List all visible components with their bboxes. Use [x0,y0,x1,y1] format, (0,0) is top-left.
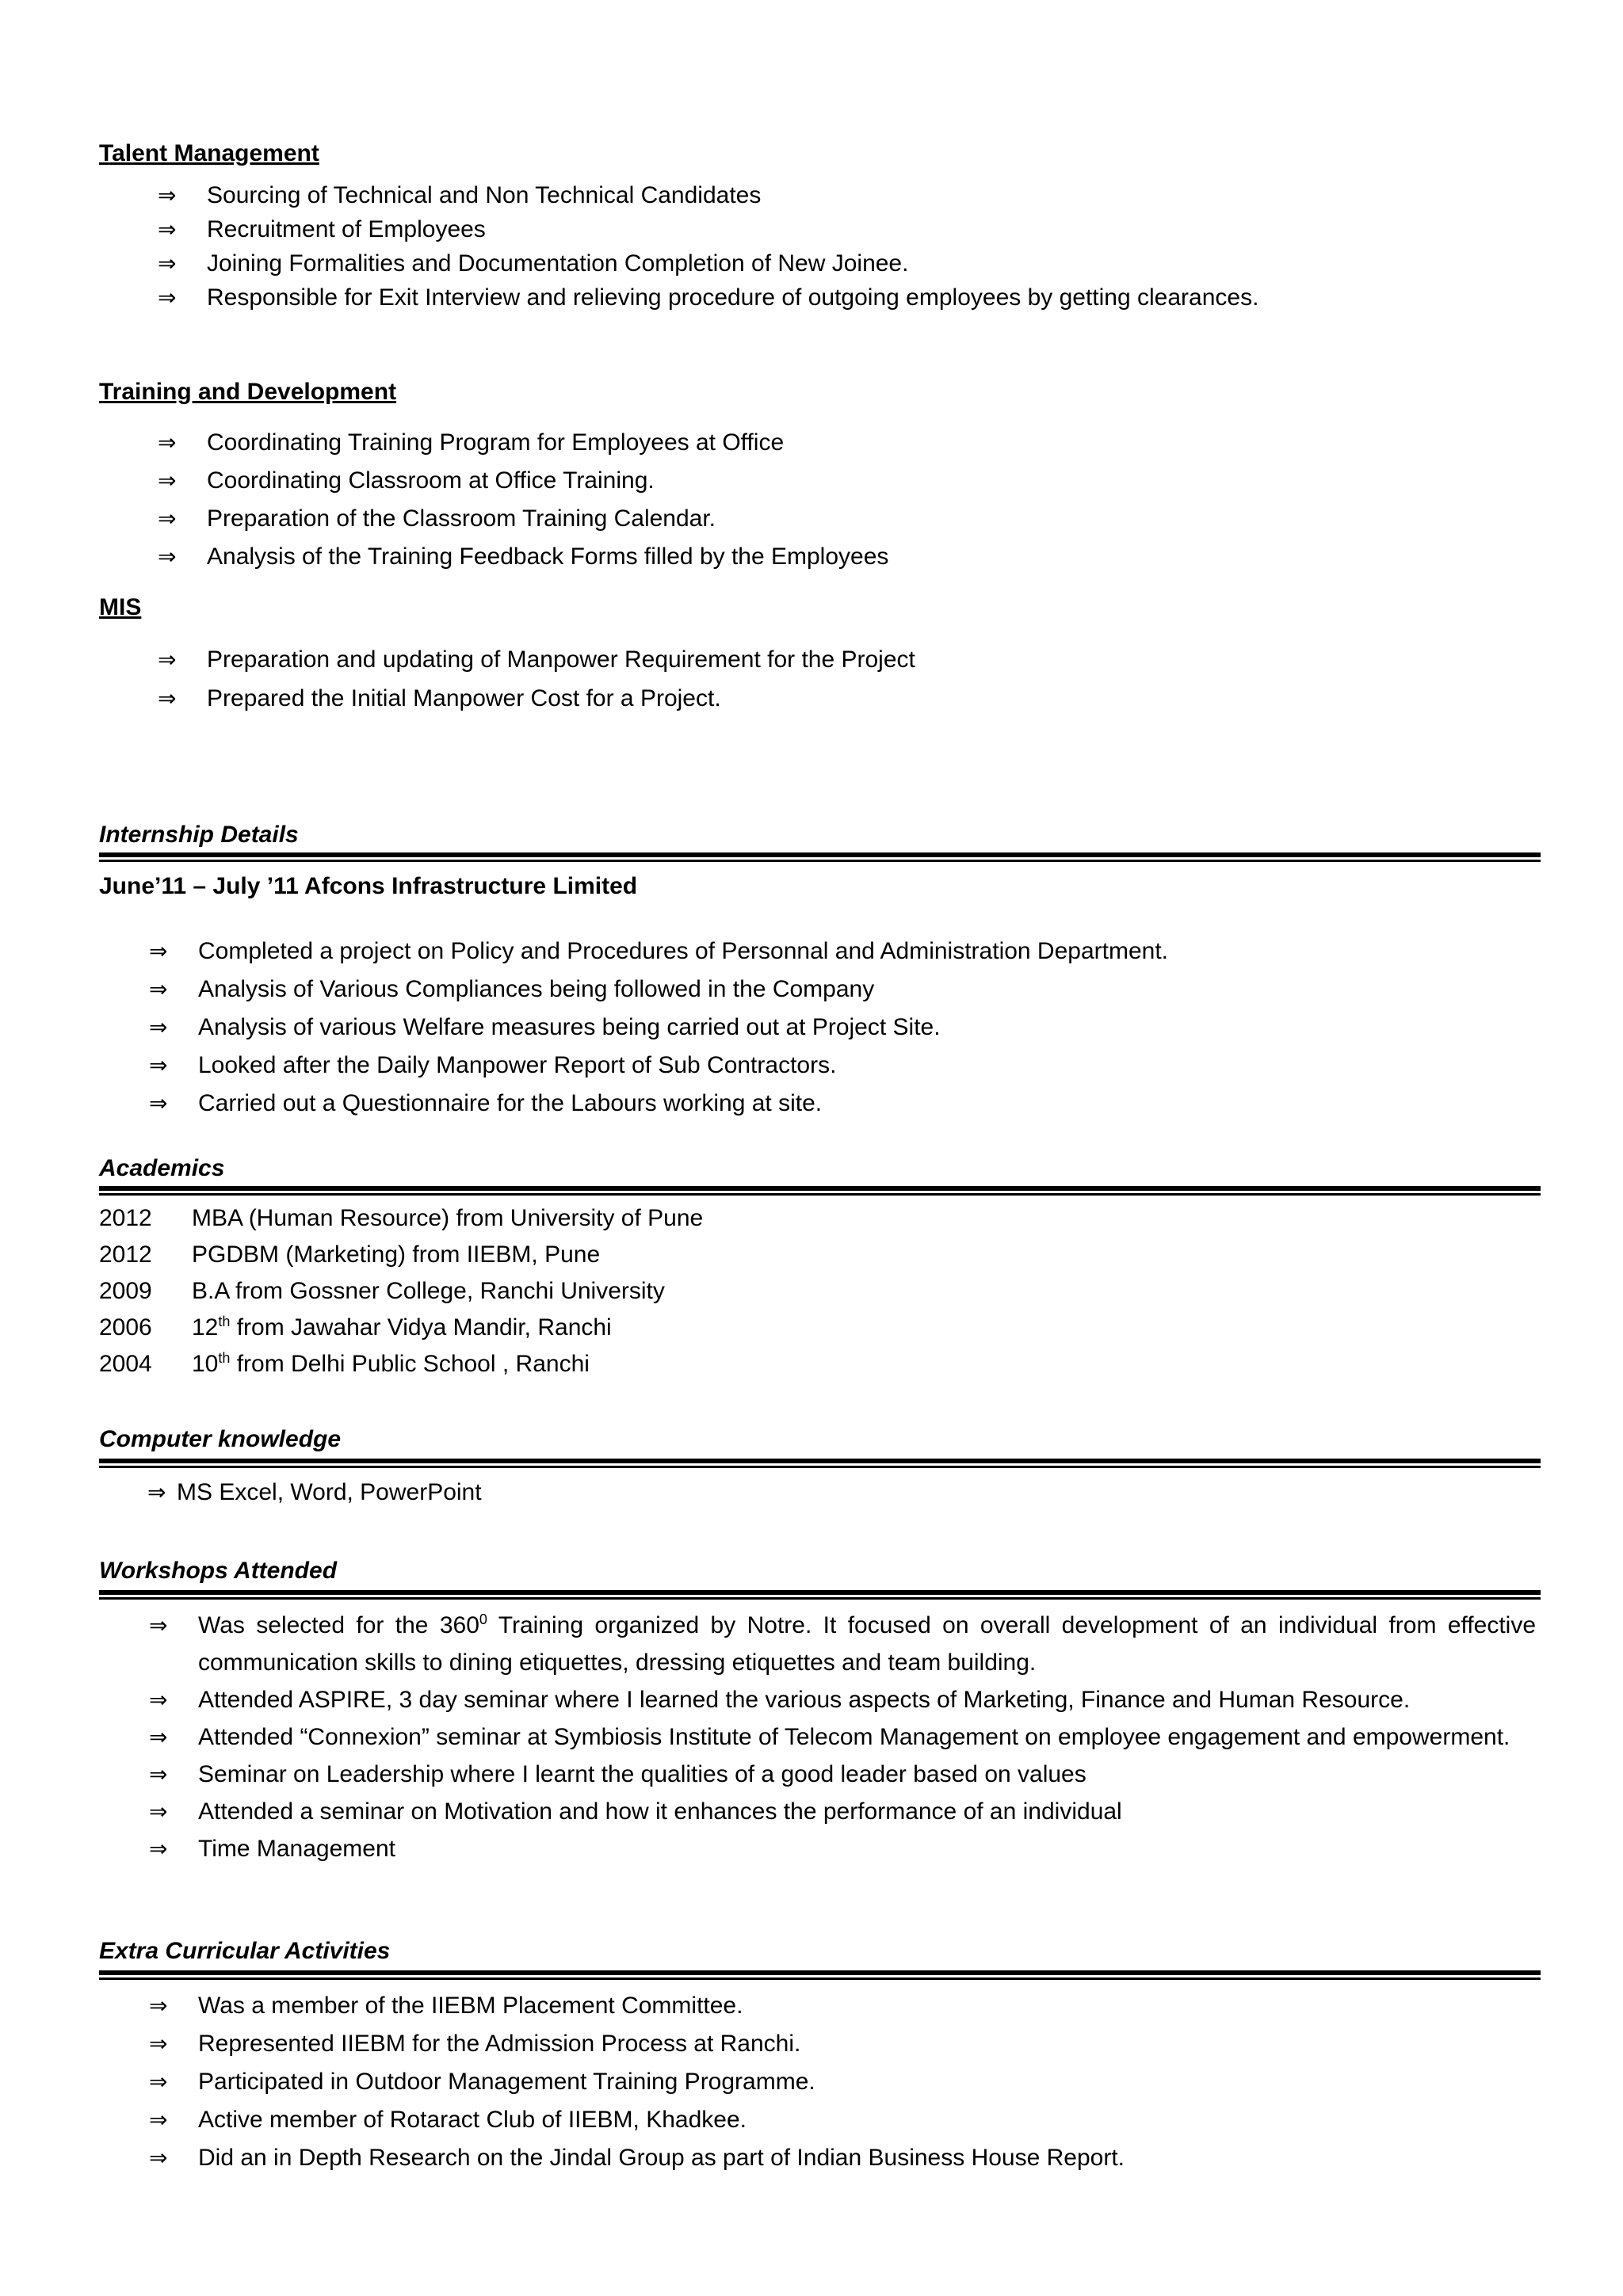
academic-qualification: PGDBM (Marketing) from IIEBM, Pune [192,1241,601,1268]
arrow-bullet-icon: ⇒ [158,685,177,711]
academic-year: 2009 [99,1278,152,1304]
text-part: Training organized by Notre. It focused on overall development of an individual from effective communication skills to dining etiquettes, dressing etiquettes and team building. [198,1612,1536,1676]
arrow-bullet-icon: ⇒ [149,1052,168,1078]
list-item [158,679,1541,718]
academic-qualification: MBA (Human Resource) from University of Pune [192,1205,704,1231]
list-item-text: Represented IIEBM for the Admission Process at Ranchi. [198,2031,801,2057]
list-item-text: Joining Formalities and Documentation Completion of New Joinee. [207,250,909,277]
list-item-text: Seminar on Leadership where I learnt the qualities of a good leader based on values [198,1761,1086,1787]
academic-year: 2012 [99,1241,152,1268]
workshops-list [149,1607,1536,1867]
academic-row [99,1237,1541,1273]
list-item [149,1830,1536,1867]
arrow-bullet-icon: ⇒ [149,2107,168,2133]
arrow-bullet-icon: ⇒ [147,1479,166,1505]
list-item-text: Preparation and updating of Manpower Requirement for the Project [207,646,915,673]
arrow-bullet-icon: ⇒ [158,646,177,673]
arrow-bullet-icon: ⇒ [158,467,177,494]
talent-management-list [158,178,1541,315]
academic-year: 2012 [99,1205,152,1231]
arrow-bullet-icon: ⇒ [149,1612,168,1638]
list-item [158,640,1541,679]
list-item-text: Recruitment of Employees [207,216,486,242]
list-item-text: Looked after the Daily Manpower Report of Sub Contractors. [198,1052,837,1078]
list-item [149,1047,1536,1085]
list-item [149,2101,1536,2139]
list-item [149,1681,1536,1718]
arrow-bullet-icon: ⇒ [149,938,168,964]
academic-row [99,1346,1541,1383]
list-item [158,424,1541,462]
list-item-text: Attended “Connexion” seminar at Symbiosis Institute of Telecom Management on employee engagement and empowerment. [198,1724,1510,1750]
arrow-bullet-icon: ⇒ [149,1724,168,1750]
list-item [147,1475,1536,1510]
list-item [149,2025,1536,2063]
talent-management-heading: Talent Management [99,140,319,166]
academic-year: 2006 [99,1314,152,1341]
internship-heading: Internship Details [99,822,299,848]
list-item-text: Coordinating Training Program for Employees at Office [207,429,785,456]
computer-knowledge-list [147,1475,1536,1510]
list-item [149,2139,1536,2177]
list-item [158,212,1541,246]
academic-year: 2004 [99,1351,152,1377]
superscript: th [218,1350,231,1366]
list-item-text: Active member of Rotaract Club of IIEBM, Khadkee. [198,2107,747,2133]
arrow-bullet-icon: ⇒ [158,250,177,277]
qualification-school: from Jawahar Vidya Mandir, Ranchi [230,1314,612,1341]
list-item [149,2063,1536,2101]
list-item [149,1009,1536,1047]
list-item-text: Was a member of the IIEBM Placement Committee. [198,1993,743,2019]
academic-row [99,1200,1541,1237]
list-item-text: Analysis of Various Compliances being followed in the Company [198,976,875,1002]
academic-qualification: B.A from Gossner College, Ranchi University [192,1278,665,1304]
mis-heading: MIS [99,594,142,620]
list-item-text: Attended ASPIRE, 3 day seminar where I learned the various aspects of Marketing, Finance and Human Resource. [198,1687,1411,1713]
academic-qualification [192,1346,590,1383]
list-item [158,538,1541,576]
list-item-text: Prepared the Initial Manpower Cost for a Project. [207,685,721,711]
list-item [149,971,1536,1009]
arrow-bullet-icon: ⇒ [149,2069,168,2095]
list-item [149,933,1536,971]
workshops-heading: Workshops Attended [99,1558,338,1584]
list-item-text: MS Excel, Word, PowerPoint [177,1479,482,1505]
list-item [158,280,1541,315]
academic-row [99,1310,1541,1346]
section-divider [99,1590,1541,1600]
list-item-text: Preparation of the Classroom Training Calendar. [207,505,716,532]
section-divider [99,1459,1541,1468]
arrow-bullet-icon: ⇒ [149,1090,168,1116]
arrow-bullet-icon: ⇒ [149,1993,168,2019]
list-item [149,1607,1536,1681]
internship-list [149,933,1536,1123]
arrow-bullet-icon: ⇒ [149,1687,168,1713]
qualification-grade: 10 [192,1351,219,1377]
text-part: Was selected for the 360 [198,1612,479,1638]
list-item-text: Did an in Depth Research on the Jindal Group as part of Indian Business House Report. [198,2145,1125,2171]
list-item-text: Carried out a Questionnaire for the Labours working at site. [198,1090,823,1116]
arrow-bullet-icon: ⇒ [158,216,177,242]
list-item [158,246,1541,280]
computer-knowledge-heading: Computer knowledge [99,1426,342,1452]
list-item-text: Completed a project on Policy and Procedures of Personnal and Administration Department. [198,938,1169,964]
list-item [149,1085,1536,1123]
superscript: 0 [479,1611,487,1627]
list-item-text: Analysis of the Training Feedback Forms filled by the Employees [207,543,889,570]
arrow-bullet-icon: ⇒ [158,505,177,532]
extra-curricular-heading: Extra Curricular Activities [99,1938,391,1964]
qualification-school: from Delhi Public School , Ranchi [230,1351,590,1377]
list-item [158,500,1541,538]
arrow-bullet-icon: ⇒ [158,182,177,208]
list-item [149,1756,1536,1793]
extra-curricular-list [149,1987,1536,2177]
arrow-bullet-icon: ⇒ [149,1798,168,1825]
arrow-bullet-icon: ⇒ [149,2145,168,2171]
academic-row [99,1273,1541,1310]
arrow-bullet-icon: ⇒ [158,284,177,311]
internship-subheading: June’11 – July ’11 Afcons Infrastructure Limited [99,873,638,899]
section-divider [99,852,1541,862]
training-development-heading: Training and Development [99,379,397,405]
academics-heading: Academics [99,1155,225,1181]
arrow-bullet-icon: ⇒ [158,429,177,456]
list-item-text [198,1607,1536,1681]
list-item-text: Coordinating Classroom at Office Training. [207,467,655,494]
mis-list [158,640,1541,718]
arrow-bullet-icon: ⇒ [158,543,177,570]
section-divider [99,1186,1541,1196]
list-item-text: Time Management [198,1836,395,1862]
arrow-bullet-icon: ⇒ [149,1761,168,1787]
academic-qualification [192,1310,612,1346]
list-item-text: Participated in Outdoor Management Training Programme. [198,2069,815,2095]
section-divider [99,1970,1541,1980]
arrow-bullet-icon: ⇒ [149,1836,168,1862]
qualification-grade: 12 [192,1314,219,1341]
list-item-text: Sourcing of Technical and Non Technical Candidates [207,182,762,208]
list-item-text: Responsible for Exit Interview and relieving procedure of outgoing employees by getting clearances. [207,284,1259,311]
list-item [149,1718,1536,1756]
list-item [149,1793,1536,1830]
arrow-bullet-icon: ⇒ [149,976,168,1002]
arrow-bullet-icon: ⇒ [149,2031,168,2057]
academics-table [99,1200,1541,1383]
list-item-text: Analysis of various Welfare measures being carried out at Project Site. [198,1014,941,1040]
arrow-bullet-icon: ⇒ [149,1014,168,1040]
list-item-text: Attended a seminar on Motivation and how it enhances the performance of an individual [198,1798,1122,1825]
superscript: th [218,1314,231,1329]
list-item [149,1987,1536,2025]
list-item [158,178,1541,212]
training-development-list [158,424,1541,576]
list-item [158,462,1541,500]
